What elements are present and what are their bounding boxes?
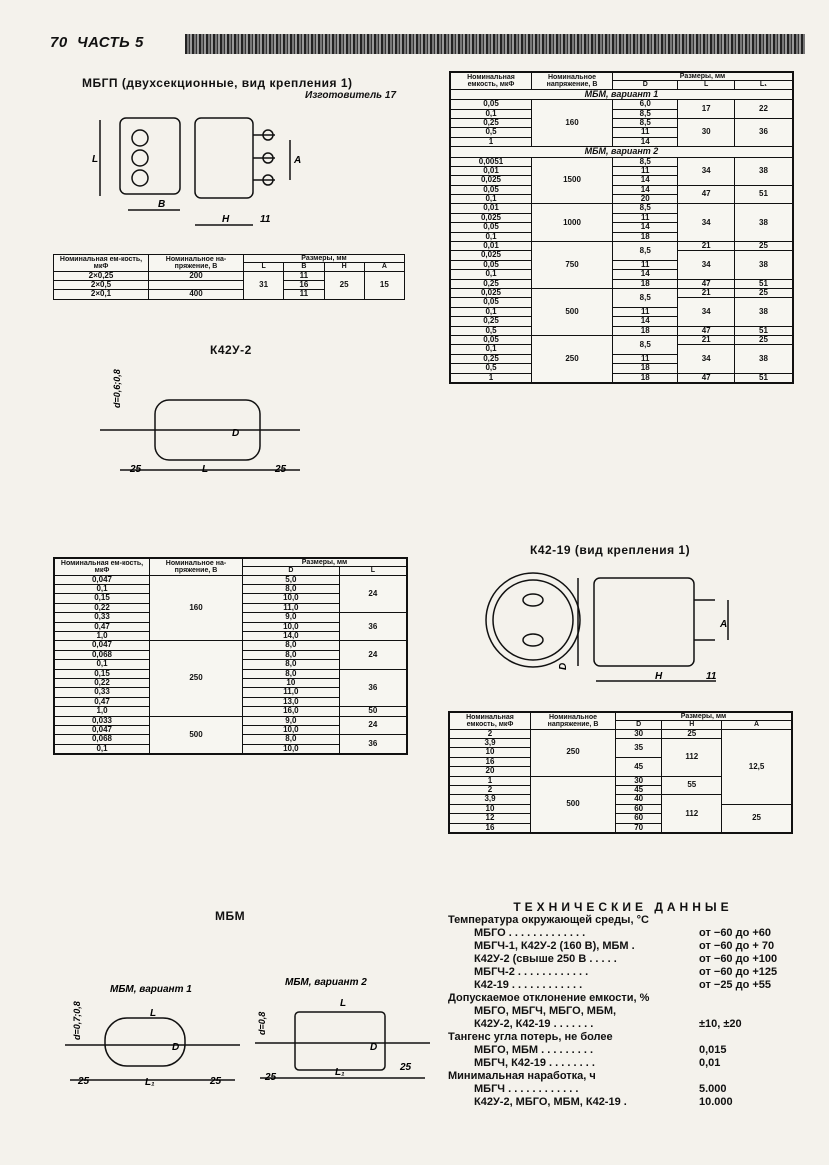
table-row: 0,15 10,0 xyxy=(54,594,407,603)
k42u2-title: К42У-2 xyxy=(210,343,252,357)
table-row: 0,047 10,0 xyxy=(54,725,407,734)
table-row: 3,9 35 112 xyxy=(449,739,792,748)
table-row: 16 45 xyxy=(449,757,792,766)
table-row: 20 xyxy=(449,767,792,776)
life-heading: Минимальная наработка, ч xyxy=(448,1070,596,1082)
svg-text:25: 25 xyxy=(210,1076,222,1087)
table-row: 0,33 11,0 xyxy=(54,688,407,697)
mbgp-maker: Изготовитель 17 xyxy=(305,90,397,101)
svg-text:25: 25 xyxy=(400,1062,412,1073)
table-row: 0,068 8,0 xyxy=(54,650,407,659)
header-band xyxy=(185,34,805,54)
variant2-D: D xyxy=(370,1042,378,1053)
mbgp-label-h: H xyxy=(222,214,230,225)
table-row: 0,025 11 xyxy=(450,213,793,222)
col-dim: Размеры, мм xyxy=(244,255,405,263)
tech-row: МБГЧ-1, К42У-2 (160 В), МБМ . от −60 до + 70 xyxy=(474,940,775,952)
variant2-label: МБМ, вариант 2 xyxy=(285,977,367,988)
mbm-right-table: Номинальная емкость, мкФ Номинальное напряжение, В Размеры, мм D L L₁ МБМ, вариант 1 0,05 160 6,0 17 22 0,1 8,5 0,25 8,5 30 36 0,5 11 1 14 МБМ, вариант 2 0,0051 1500 8,5 34 38 0,01 11 0,025 14 0,05 14 47 51 0,1 20 0,01 1000 8,5 34 38 0,025 11 0,05 14 0,1 18 0,01 750 8,5 21 25 0,025 34 38 0,05 11 0,1 14 0,25 18 47 51 0,025 500 8,5 21 25 0,05 34 38 0,1 11 0,25 14 0,5 18 47 51 0,05 250 8,5 21 25 0,1 34 38 0,25 11 0,5 18 1 18 47 51 xyxy=(449,71,794,384)
variant1-D: D xyxy=(172,1042,180,1053)
k42u2-25b: 25 xyxy=(275,464,287,475)
table-row: 0,25 8,5 30 36 xyxy=(450,118,793,127)
table-row: 12 60 xyxy=(449,814,792,823)
page-number: 70 xyxy=(50,34,68,51)
variant2-L: L xyxy=(340,998,347,1009)
table-row: 0,033 500 9,0 24 xyxy=(54,716,407,725)
col-volt: Номинальное на-пряжение, В xyxy=(149,255,244,272)
col-cap: Номинальная ем-кость, мкФ xyxy=(54,255,149,272)
tech-row: МБГЧ-2 . . . . . . . . . . . . от −60 до +125 xyxy=(474,966,778,978)
table-row: 2 250 30 25 12,5 xyxy=(449,729,792,738)
table-row: 0,05 250 8,5 21 25 xyxy=(450,335,793,344)
table-row: 2×0,25 200 31 11 25 15 xyxy=(54,271,405,280)
table-row: 2×0,5 16 xyxy=(54,281,405,290)
table-row: 0,05 34 38 xyxy=(450,298,793,307)
section-name: ЧАСТЬ 5 xyxy=(77,34,144,51)
tech-row: МБГО, МБГЧ, МБГО, МБМ, xyxy=(474,1005,617,1017)
k4219-H: H xyxy=(655,671,663,682)
tech-row: МБГО, МБМ . . . . . . . . . 0,015 xyxy=(474,1044,727,1056)
table-row: 0,0051 1500 8,5 34 38 xyxy=(450,157,793,166)
variant1-d: d=0,7;0,8 xyxy=(72,1001,82,1040)
table-row: 0,05 160 6,0 17 22 xyxy=(450,100,793,109)
tech-row: К42У-2, К42-19 . . . . . . . ±10, ±20 xyxy=(474,1018,742,1030)
table-row: 0,047 160 5,0 24 xyxy=(54,575,407,584)
k42u2-25a: 25 xyxy=(130,464,142,475)
table-row: 1 14 xyxy=(450,137,793,146)
svg-text:25: 25 xyxy=(265,1072,277,1083)
k42u2-d: d=0,6;0,8 xyxy=(112,369,122,408)
table-row: 0,068 8,0 36 xyxy=(54,735,407,744)
table-row: 0,5 18 47 51 xyxy=(450,326,793,335)
tol-heading: Допускаемое отклонение емкости, % xyxy=(448,992,650,1004)
mbgp-label-l: L xyxy=(92,154,99,165)
table-row: 0,1 11 xyxy=(450,307,793,316)
mbgp-label-b: B xyxy=(158,199,166,210)
table-row: 0,47 10,0 xyxy=(54,622,407,631)
table-row: 0,1 8,5 xyxy=(450,109,793,118)
variant1-L: L xyxy=(150,1008,157,1019)
tech-row: МБГО . . . . . . . . . . . . . от −60 до +60 xyxy=(474,927,772,939)
table-row: 0,1 20 xyxy=(450,195,793,204)
table-row: 0,22 11,0 xyxy=(54,603,407,612)
table-row: 0,1 14 xyxy=(450,270,793,279)
mbm-title: МБМ xyxy=(215,909,246,923)
table-row: 10 xyxy=(449,748,792,757)
tech-data xyxy=(448,901,798,1109)
table-row: 10 60 25 xyxy=(449,804,792,813)
table-row: 0,1 10,0 xyxy=(54,744,407,754)
table-row: 0,01 11 xyxy=(450,166,793,175)
mbgp-label-a: A xyxy=(294,155,302,166)
table-row: 16 70 xyxy=(449,823,792,833)
tech-row: К42-19 . . . . . . . . . . . . от −25 до +55 xyxy=(474,979,772,991)
mbgp-table: Номинальная ем-кость, мкФ Номинальное на-пряжение, В Размеры, мм L B H A 2×0,25 200 31 11 25 15 2×0,5 16 2×0,1 400 11 xyxy=(53,254,405,300)
table-row: 2×0,1 400 11 xyxy=(54,290,405,299)
table-row: 0,1 8,0 xyxy=(54,585,407,594)
table-row: 0,5 11 xyxy=(450,128,793,137)
mbgp-label-11: 11 xyxy=(260,214,271,225)
page-header xyxy=(50,34,144,51)
tan-heading: Тангенс угла потерь, не более xyxy=(448,1031,613,1043)
table-row: 0,047 250 8,0 24 xyxy=(54,641,407,650)
table-row: 0,05 11 xyxy=(450,260,793,269)
table-row: 0,1 34 38 xyxy=(450,345,793,354)
table-row: 0,1 18 xyxy=(450,232,793,241)
table-row: 0,33 9,0 36 xyxy=(54,613,407,622)
k4219-A: A xyxy=(720,619,728,630)
svg-text:25: 25 xyxy=(78,1076,90,1087)
table-row: 1 500 30 55 xyxy=(449,776,792,785)
variant1-label: МБМ, вариант 1 xyxy=(110,984,192,995)
table-row: 0,47 13,0 xyxy=(54,697,407,706)
table-row: 1,0 16,0 50 xyxy=(54,707,407,716)
tech-row: К42У-2, МБГО, МБМ, К42-19 . 10.000 xyxy=(474,1096,733,1108)
table-row: 0,25 14 xyxy=(450,317,793,326)
table-row: 0,025 34 38 xyxy=(450,251,793,260)
table-row: 0,22 10 xyxy=(54,678,407,687)
k4219-table: Номинальная емкость, мкФ Номинальное напряжение, В Размеры, мм D H A 2 250 30 25 12,5 3,9 35 112 10 16 45 20 1 500 30 55 2 45 3,9 40 112 10 60 25 12 60 16 70 xyxy=(448,711,793,834)
section-heading: МБМ, вариант 2 xyxy=(450,147,793,157)
table-row: 0,025 14 xyxy=(450,176,793,185)
k42u2-D: D xyxy=(232,428,240,439)
tech-row: МБГЧ, К42-19 . . . . . . . . 0,01 xyxy=(474,1057,721,1069)
temp-heading: Температура окружающей среды, °С xyxy=(448,914,649,926)
table-row: 0,1 8,0 xyxy=(54,660,407,669)
table-row: 0,25 11 xyxy=(450,354,793,363)
k4219-title: К42-19 (вид крепления 1) xyxy=(530,543,691,557)
tech-row: МБГЧ . . . . . . . . . . . . 5.000 xyxy=(474,1083,727,1095)
table-row: 0,025 500 8,5 21 25 xyxy=(450,288,793,297)
table-row: 0,01 750 8,5 21 25 xyxy=(450,242,793,251)
table-row: 2 45 xyxy=(449,786,792,795)
table-row: 0,5 18 xyxy=(450,364,793,373)
k4219-D: D xyxy=(558,662,569,670)
k42u2-L: L xyxy=(202,464,209,475)
mbgp-title: МБГП (двухсекционные, вид крепления 1) xyxy=(82,76,353,90)
tech-row: К42У-2 (свыше 250 В . . . . . от −60 до +100 xyxy=(474,953,778,965)
table-row: 1,0 14,0 xyxy=(54,632,407,641)
variant2-d: d=0,8 xyxy=(257,1011,267,1035)
table-row: 0,05 14 47 51 xyxy=(450,185,793,194)
k4219-11: 11 xyxy=(706,671,717,682)
tech-title: ТЕХНИЧЕСКИЕ ДАННЫЕ xyxy=(513,900,733,914)
table-row: 0,05 14 xyxy=(450,223,793,232)
section-heading: МБМ, вариант 1 xyxy=(450,89,793,99)
table-row: 0,25 18 47 51 xyxy=(450,279,793,288)
table-row: 0,15 8,0 36 xyxy=(54,669,407,678)
variant2-L1: L₁ xyxy=(335,1067,345,1078)
table-row: 1 18 47 51 xyxy=(450,373,793,383)
mbm-left-table: Номинальная ем-кость, мкФ Номинальное на-пряжение, В Размеры, мм D L 0,047 160 5,0 24 0,1 8,0 0,15 10,0 0,22 11,0 0,33 9,0 36 0,47 10,0 1,0 14,0 0,047 250 8,0 24 0,068 8,0 0,1 8,0 0,15 8,0 36 0,22 10 0,33 11,0 0,47 13,0 1,0 16,0 50 0,033 500 9,0 24 0,047 10,0 0,068 8,0 36 0,1 10,0 xyxy=(53,557,408,755)
table-row: 3,9 40 112 xyxy=(449,795,792,804)
table-row: 0,01 1000 8,5 34 38 xyxy=(450,204,793,213)
variant1-L1: L₁ xyxy=(145,1077,155,1088)
